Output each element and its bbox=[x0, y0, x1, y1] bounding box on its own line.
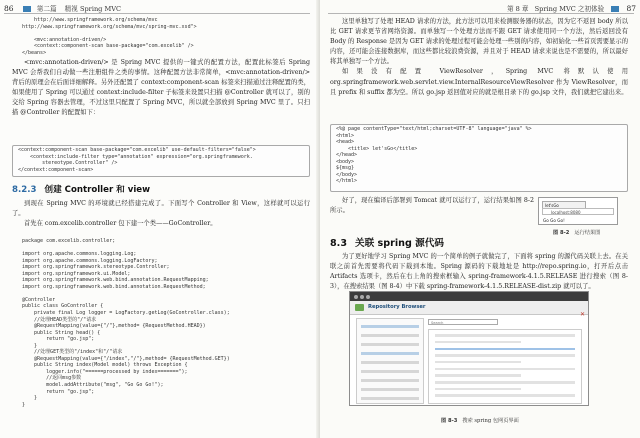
section-title: 创建 Controller 和 view bbox=[44, 185, 151, 195]
code-go-controller: package com.excelib.controller; import org.apache.commons.logging.Log; import org.apache.commons.logging.LogFactory; import org.springframework.stereotype.Controller; import org.springframework.ui.Model; import org.springframework.web.bind.annotation.RequestMapping; import org.springframework.web.bind.annotation.RequestMethod; @Controller public class GoController { private final Log logger = LogFactory.getLog(GoController.class); //处理HEAD类型的"/"请求 @RequestMapping(value={"/"},method= {RequestMethod.HEAD}) public String head() { return "go.jsp"; } //处理GET类型的"/index"和"/"请求 @RequestMapping(value={"/index","/"},method= {RequestMethod.GET}) public String index(Model model) throws Exception { logger.info("======processed by index======="); //返回msg参数 model.addAttribute("msg", "Go Go Go!"); return "go.jsp"; } } bbox=[22, 238, 230, 408]
right-chapter-label: 第 8 章 bbox=[506, 5, 529, 13]
section-heading-8-2-3 bbox=[12, 183, 150, 195]
left-part-label: 第二篇 bbox=[36, 5, 57, 13]
figure-8-3-caption bbox=[441, 417, 519, 424]
section-number: 8.2.3 bbox=[12, 185, 37, 195]
repo-tree-panel bbox=[356, 318, 424, 404]
paragraph-controller-1: 到现在 Spring MVC 的环境就已经搭建完成了。下面写个 Controller 和 View，这样就可以运行了。 bbox=[12, 200, 310, 218]
paragraph-source bbox=[330, 252, 628, 292]
browser-address-bar bbox=[542, 208, 614, 215]
tree-item bbox=[361, 343, 419, 346]
list-item bbox=[435, 374, 521, 377]
tree-item bbox=[361, 379, 419, 382]
browser-tab: let'sGo bbox=[542, 201, 586, 208]
browser-url: localhost:8080 bbox=[551, 210, 581, 215]
section-number-8-3: 8.3 bbox=[330, 238, 347, 249]
figure-8-2-browser bbox=[538, 197, 618, 225]
paragraph-controller bbox=[12, 199, 310, 229]
header-marker-icon bbox=[611, 6, 619, 12]
paragraph-run-text: 好了，现在编译后部署到 Tomcat 就可以运行了，运行结果如图 8-2 所示。 bbox=[330, 197, 534, 215]
paragraph-head-text: 这里单独写了处理 HEAD 请求的方法，此方法可以用来检测服务器的状态，因为它不返回 body 所以比 GET 请求更节省网络资源。而单独写一个处理方法而不跟 GET 请求使用同一个方法，然后返回没有 Body 的 Response 是因为 GET 请求的处理过程可能会处理一些别的内容，如初始化一些首页需要显示的内容，还可能会连接数据库，而这些都比较浪费资源，并且对于 HEAD 请求来说也是不需要的，所以最好将其单独写一个方法。 bbox=[330, 18, 628, 66]
list-item bbox=[435, 388, 521, 391]
repo-header-label: Repository Browser bbox=[368, 304, 426, 310]
list-item bbox=[435, 341, 521, 344]
right-page-header bbox=[507, 3, 636, 13]
paragraph-resolver-text: 如果没有配置 ViewResolver，Spring MVC 将默认使用 org.springframework.web.servlet.view.InternalResourceViewResolver 作为 ViewResolver，而且 prefix 和 suffix 都为空。所以 go.jsp 返回值对应的就是根目录下的 go.jsp 文件，我们就把它建出来。 bbox=[330, 68, 628, 96]
code-filter-box: <context:component-scan base-package="com.excelib" use-default-filters="false"> <context:include-filter type="annotation" expression="org.springframework. stereotype.Controller" /> </context:component-scan> bbox=[12, 145, 310, 177]
paragraph-source-text: 为了更好地学习 Spring MVC 的一个简单的例子就做完了，下面将 spring 的源代码关联上去。在关联之前首先需要将代码下载到本地。Spring 源码的下载地址是 http://repo.spring.io，打开后点击 Artifacts 选项卡，然后在右上角的搜索框输入 spring-framework-4.1.5.RELEASE 进行搜索（图 8-3），在搜索结果（图 8-4）中下载 spring-framework-4.1.5.RELEASE-dist.zip 就可以了。 bbox=[330, 253, 628, 291]
browser-output: Go Go Go! bbox=[543, 218, 565, 223]
right-header-title: Spring MVC 之初体验 bbox=[534, 5, 605, 13]
list-item bbox=[435, 368, 575, 371]
left-page-number: 86 bbox=[4, 4, 14, 13]
figure-8-3-number: 图 8-3 bbox=[441, 418, 458, 424]
tree-item bbox=[361, 361, 419, 364]
section-heading-8-3 bbox=[330, 235, 444, 249]
section-title-8-3: 关联 spring 源代码 bbox=[355, 238, 444, 249]
paragraph-controller-2: 首先在 com.excelib.controller 包下建一个类——GoController。 bbox=[24, 220, 217, 228]
right-header-rule bbox=[328, 13, 634, 14]
tree-item bbox=[361, 334, 419, 337]
paragraph-run bbox=[330, 196, 534, 216]
paragraph-head-request bbox=[330, 17, 628, 98]
header-marker-icon bbox=[23, 6, 31, 12]
right-page-number: 87 bbox=[626, 4, 636, 13]
window-dot-icon bbox=[366, 295, 370, 299]
left-header-rule bbox=[4, 13, 310, 14]
list-item bbox=[435, 394, 575, 397]
list-item bbox=[435, 361, 521, 364]
window-dot-icon bbox=[360, 295, 364, 299]
list-item bbox=[435, 334, 575, 337]
figure-8-3-caption-text: 搜索 spring 包网页界面 bbox=[462, 418, 519, 424]
list-item bbox=[435, 381, 575, 384]
paragraph-config-text: <mvc:annotation-driven/> 是 Spring MVC 提供的一键式的配置方法，配置此标签后 Spring MVC 会帮我们自动做一些注册组件之类的事情。这种配置方法非常简单，<mvc:annotation-driven/> 背后的原理会在后面详细解释。另外还配置了 context:component-scan 标签来扫描通过注释配置的类，如果使用了 Spring 可以通过 context:include-filter 子标签来设置只扫描 @Controller 就可以了，别的交给 Spring 容器去管理，不过这里只配置了 Spring MVC，所以就全部放到 Spring MVC 里了。只扫描 @Controller 的配置如下： bbox=[12, 59, 310, 117]
repo-search-input: Search bbox=[428, 319, 498, 325]
list-item bbox=[435, 354, 575, 357]
tree-item bbox=[361, 352, 419, 355]
code-go-jsp-box: <%@ page contentType="text/html;charset=UTF-8" language="java" %> <html> <head> <title> let'sGo</title> </head> <body> ${msg} </body> </html> bbox=[330, 124, 628, 192]
figure-8-2-number: 图 8-2 bbox=[553, 230, 570, 236]
repo-results-list bbox=[428, 329, 582, 404]
code-beans-tail: http://www.springframework.org/schema/mvc http://www.springframework.org/schema/mvc/spring-mvc.xsd"> <mvc:annotation-driven/> <context:component-scan base-package="com.excelib" /> </beans> bbox=[22, 17, 197, 56]
artifactory-logo-icon bbox=[355, 304, 364, 311]
left-header-title: 精视 Spring MVC bbox=[64, 5, 122, 13]
tree-item bbox=[361, 397, 419, 400]
tree-item bbox=[361, 325, 419, 328]
figure-8-2-caption bbox=[553, 229, 600, 236]
window-dot-icon bbox=[354, 295, 358, 299]
close-icon: ✕ bbox=[579, 311, 585, 318]
list-item bbox=[435, 348, 575, 351]
figure-8-3-repository-browser bbox=[349, 291, 589, 406]
browser-title-bar bbox=[350, 292, 588, 301]
repo-header bbox=[350, 301, 588, 318]
paragraph-config bbox=[12, 58, 310, 119]
tree-item bbox=[361, 388, 419, 391]
tree-item bbox=[361, 370, 419, 373]
left-page-header bbox=[4, 3, 121, 13]
figure-8-2-caption-text: 运行结果图 bbox=[574, 230, 601, 236]
